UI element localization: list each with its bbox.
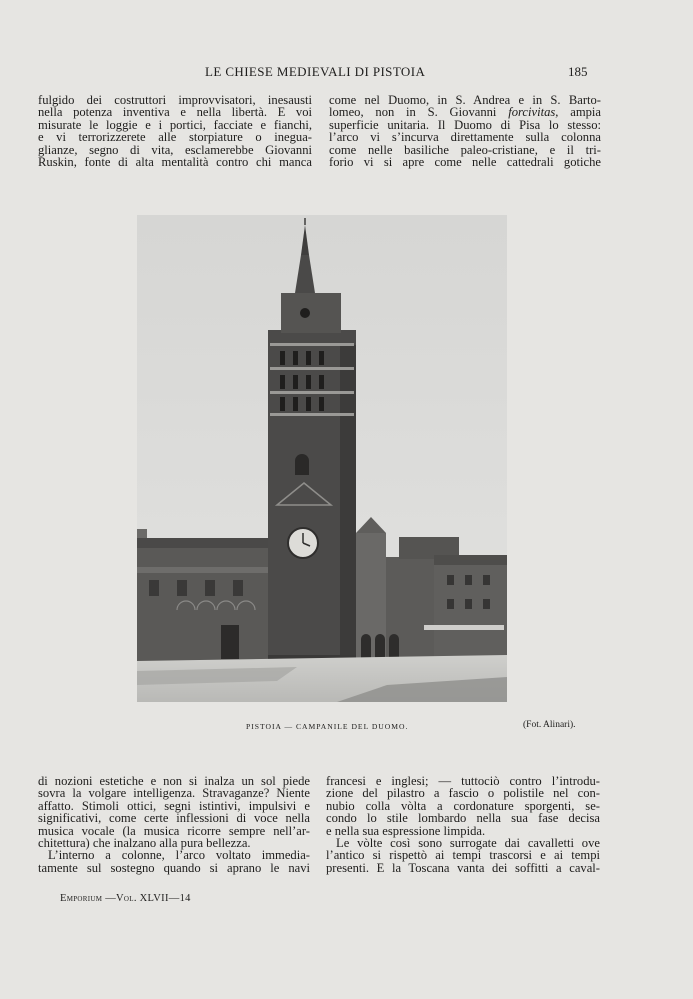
text-line-with-italic [329,106,601,118]
text-line: come nel Duomo, in S. Andrea e in S. Barto- [329,93,601,107]
page-footer [60,893,191,904]
text-line: sovra la volgare intelligenza. Stravaganze? Niente [38,786,310,801]
text-column-bottom-right [326,775,600,874]
text-line: come nelle basiliche paleo-cristiane, e il tri- [329,142,601,157]
text-line: Ruskin, fonte di alta mentalità contro chi manca [38,155,312,170]
text-column-top-right [329,94,601,168]
text-line: di nozioni estetiche e non si inalza un sol piede [38,774,310,788]
text-line: nella potenza inventiva e nella libertà. E voi [38,105,312,120]
text-line: forio vi si apre come nelle cattedrali gotiche [329,155,601,170]
text-line: musica vocale (la musica ricorre sempre nell’ar- [38,823,310,838]
text-line: superficie unitaria. Il Duomo di Pisa lo stesso: [329,117,601,132]
page-number: 185 [568,64,588,79]
running-head [0,64,693,80]
text-line: affatto. Stimoli ottici, segni istintivi, impulsivi e [38,798,310,813]
text-run: ampia [558,105,602,120]
text-line: e nella sua espressione limpida. [326,823,486,838]
text-line: Le vòlte così sono surrogate dai cavalletti ove [336,836,600,851]
footer-separator: — [102,893,116,904]
text-run: lomeo, non in S. Giovanni [329,105,509,120]
text-column-bottom-left [38,775,310,874]
text-line: francesi e inglesi; — tuttociò contro l’introdu- [326,774,600,788]
campanile-photograph [137,215,507,702]
photo-credit: (Fot. Alinari). [523,720,576,730]
text-column-top-left [38,94,312,168]
figure-caption: PISTOIA — CAMPANILE DEL DUOMO. [246,722,409,731]
text-line: nubio colla vòlta a cordonature sporgenti, se- [326,798,600,813]
text-line: tamente sul sostegno quando si aprano le navi [38,860,310,875]
text-line: misurate le loggie e i portici, facciate e fianchi, [38,117,312,132]
text-line: e vi terrorizzerete alle storpiature o inegua- [38,130,312,145]
text-line: L’interno a colonne, l’arco voltato immedia- [48,848,310,863]
italic-term: forcivitas, [508,105,559,120]
text-line: l’arco vi s’incurva direttamente sulla colonna [329,130,601,145]
text-line: condo lo stile lombardo nella sua fase decisa [326,811,600,826]
text-line: glianze, segno di vita, esclamerebbe Giovanni [38,142,312,157]
text-line: chitettura) che inalzano alla pura bellezza. [38,836,251,851]
text-line: fulgido dei costruttori improvvisatori, inesausti [38,93,312,107]
running-title: LE CHIESE MEDIEVALI DI PISTOIA [205,64,426,79]
text-line: presenti. E la Toscana vanta dei soffitti a caval- [326,860,600,875]
journal-name: Emporium [60,893,103,904]
text-line: significativi, come certe inflessioni di voce nella [38,811,310,826]
text-line: zione del pilastro a fascio o polistile nel con- [326,786,600,801]
volume-number: Vol. XLVII—14 [116,893,191,904]
text-line: l’antico si rispettò ai tempi trascorsi e ai tempi [326,848,600,863]
